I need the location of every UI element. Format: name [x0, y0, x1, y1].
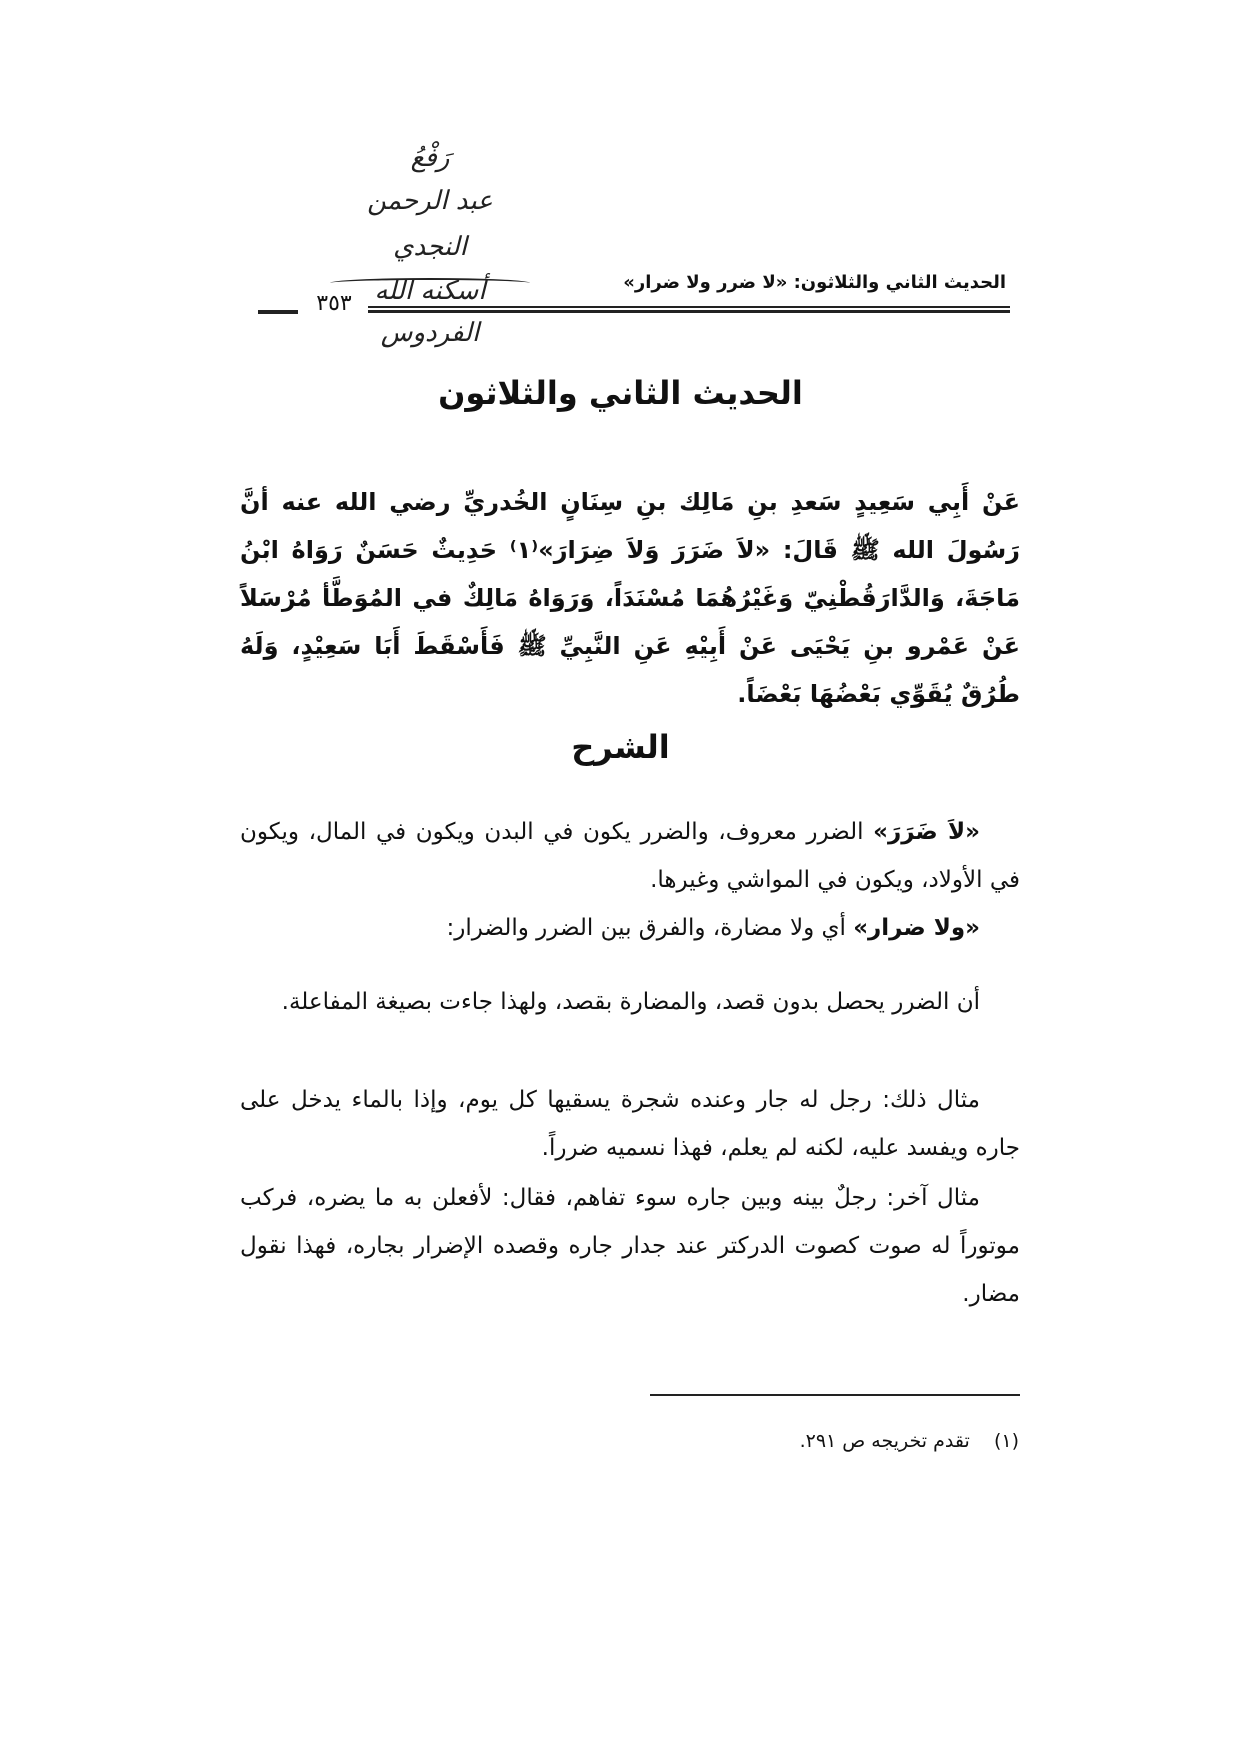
paragraph-3-text: أن الضرر يحصل بدون قصد، والمضارة بقصد، ولهذا جاءت بصيغة المفاعلة.: [281, 989, 980, 1015]
stamp-line-1: رَفْعُ: [410, 143, 450, 173]
footnote-marker: (١): [993, 1430, 1019, 1452]
explanation-paragraph-1: [240, 808, 1020, 904]
section-title: الشرح: [571, 728, 670, 766]
stamp-line-2: عبد الرحمن النجدي: [367, 186, 493, 262]
explanation-paragraph-4: [240, 1076, 1020, 1172]
paragraph-2-text: أي ولا مضارة، والفرق بين الضرر والضرار:: [446, 915, 854, 941]
page-number: ٣٥٣: [316, 291, 352, 316]
header-rule: [258, 291, 1010, 318]
header-rule-thin: [368, 306, 1010, 308]
hadith-text: عَنْ أَبِي سَعِيدٍ سَعدِ بنِ مَالِك بنِ سِنَانٍ الخُدريِّ رضي الله عنه أنَّ رَسُولَ الله ﷺ قَالَ: «لاَ ضَرَرَ وَلاَ ضِرَارَ»⁽١⁾ حَدِيثٌ حَسَنٌ رَوَاهُ ابْنُ مَاجَةَ، وَالدَّارَقُطْنِيّ وَغَيْرُهُمَا مُسْنَدَاً، وَرَوَاهُ مَالِكٌ في المُوَطَّأ مُرْسَلاً عَنْ عَمْرو بنِ يَحْيَى عَنْ أَبِيْهِ عَنِ النَّبِيِّ ﷺ فَأَسْقَطَ أَبَا سَعِيْدٍ، وَلَهُ طُرُقٌ يُقَوِّي بَعْضُهَا بَعْضَاً.: [240, 488, 1020, 708]
chapter-title: الحديث الثاني والثلاثون: [438, 374, 803, 412]
explanation-paragraph-3: [240, 978, 1020, 1026]
paragraph-1-text: الضرر معروف، والضرر يكون في البدن ويكون في المال، ويكون في الأولاد، ويكون في المواشي وغيرها.: [240, 819, 1020, 893]
explanation-paragraph-2: [240, 904, 1020, 952]
paragraph-4-text: مثال ذلك: رجل له جار وعنده شجرة يسقيها كل يوم، وإذا بالماء يدخل على جاره ويفسد عليه، لكنه لم يعلم، فهذا نسميه ضرراً.: [240, 1087, 1020, 1161]
paragraph-5-text: مثال آخر: رجلٌ بينه وبين جاره سوء تفاهم، فقال: لأفعلن به ما يضره، فركب موتوراً له صوت كصوت الدركتر عند جدار جاره وقصده الإضرار بجاره، فهذا نقول مضار.: [240, 1185, 1020, 1307]
term-la-dirar: «ولا ضرار»: [853, 915, 980, 941]
footnote-text: تقدم تخريجه ص ٢٩١.: [799, 1430, 970, 1452]
stamp-swash: [330, 278, 530, 288]
running-header-title: الحديث الثاني والثلاثون: «لا ضرر ولا ضرار»: [623, 272, 1006, 293]
header-rule-left-stub: [258, 310, 298, 314]
term-la-darar: «لاَ ضَرَرَ»: [873, 819, 980, 845]
footnote-separator: [650, 1394, 1020, 1396]
explanation-paragraph-5: [240, 1174, 1020, 1318]
footnote: [800, 1430, 1019, 1452]
header-rule-thick: [368, 310, 1010, 313]
stamp-line-3: أسكنه الله الفردوس: [374, 276, 486, 348]
